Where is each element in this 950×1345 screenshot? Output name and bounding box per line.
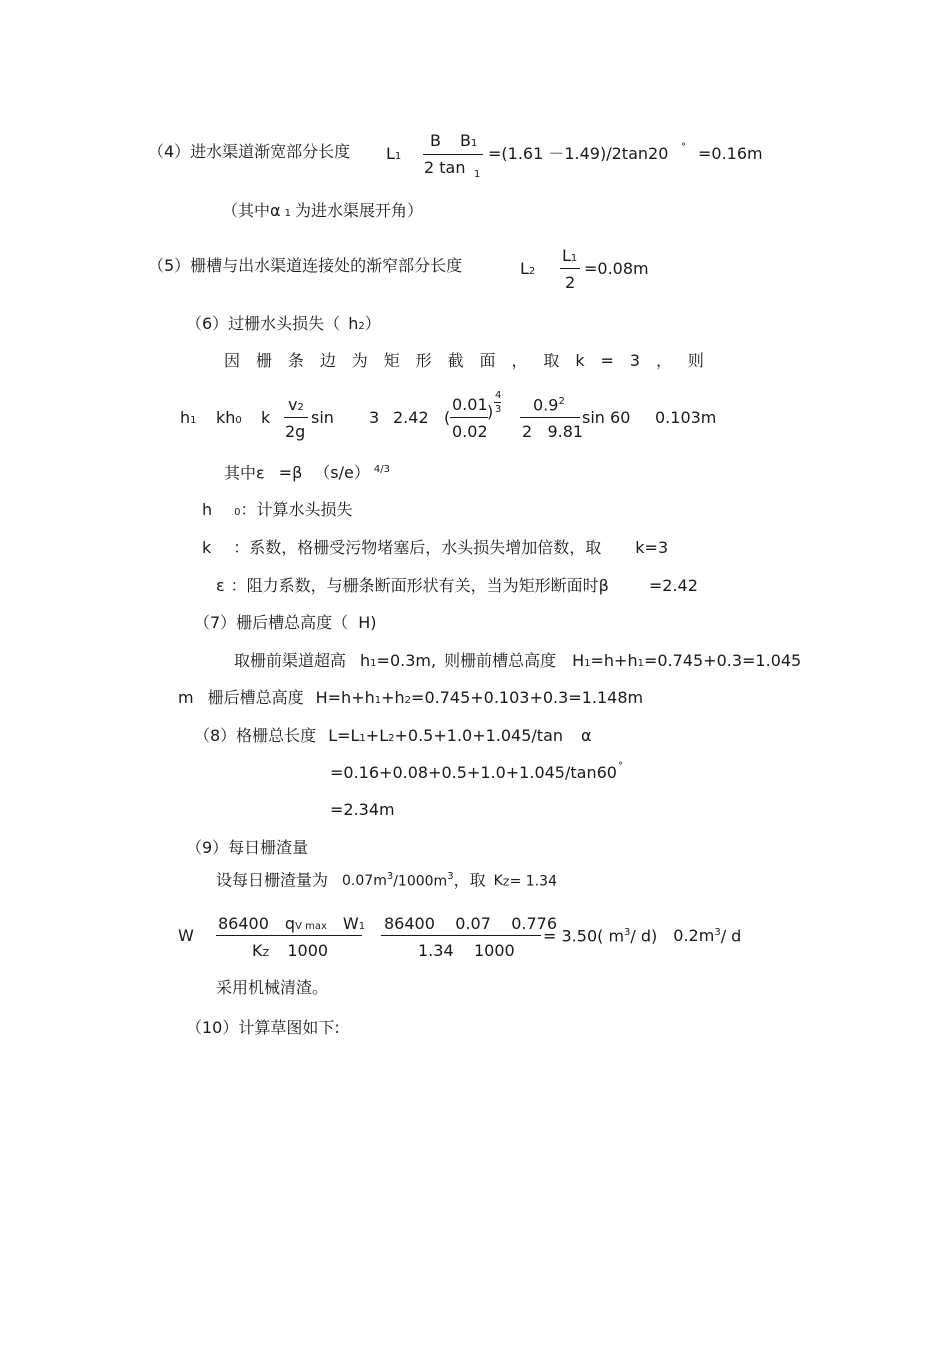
s6-eq-sin: sin (311, 408, 334, 427)
s6-where: 其中ε =β （s/e） $^{4/3}$ (224, 463, 390, 483)
s6-eq-exp-num: 4 (495, 390, 502, 401)
s6-eq-v2-num: $0.9^2$ (533, 395, 565, 415)
s6-eq-v-num: v2 (288, 395, 304, 414)
s6-eq-kh: kh0 (216, 408, 242, 427)
s6-eq-beta: 2.42 (393, 408, 429, 427)
s6-def-epsilon: ε ：阻力系数，与栅条断面形状有关，当为矩形断面时β =2.42 (216, 576, 698, 595)
s6-eq-k: k (261, 408, 271, 427)
s5-num: L1 (562, 246, 578, 265)
s8-eq3: =2.34m (330, 800, 395, 819)
s6-eq-v2-bar (520, 417, 580, 418)
s6-eq-sin60: sin 60 (582, 408, 631, 427)
s5-lhs: L2 (520, 259, 536, 278)
s6-label: （6）过栅水头损失（ h2） (186, 314, 381, 333)
s6-eq-v2-den: 2 9.81 (522, 422, 584, 441)
s9-d2: 1.34 1000 (418, 941, 515, 960)
s4-label: （4）进水渠道渐宽部分长度 (148, 142, 351, 161)
s4-den-sub: 1 (474, 169, 481, 180)
s9-d1: KZ 1000 (252, 941, 329, 960)
s5-label: （5）栅槽与出水渠道连接处的渐窄部分长度 (148, 256, 463, 275)
s9-setup: 设每日栅渣量为 $0.07m^3/1000m^3$，取 KZ= 1.34 (216, 870, 557, 890)
s6-eq-f-num: 0.01 (452, 395, 488, 414)
s9-n2: 86400 0.07 0.776 (384, 914, 558, 933)
s4-num-a: B (430, 131, 441, 150)
s8-eq2: =0.16+0.08+0.5+1.0+1.045/tan60 (330, 763, 617, 782)
s6-eq-h: h1 (180, 408, 197, 427)
s7-line2: m 栅后槽总高度 H=h+h1+h2=0.745+0.103+0.3=1.148m (178, 688, 644, 707)
s6-def-k: k ：系数，格栅受污物堵塞后，水头损失增加倍数，取 k=3 (202, 538, 669, 557)
s6-eq-f-bar (450, 417, 488, 418)
s4-note: （其中α 1 为进水渠展开角） (222, 201, 423, 220)
s8-degree: ° (618, 761, 623, 772)
s9-frac1-bar (216, 935, 362, 936)
s6-eq-v-den: 2g (285, 422, 306, 441)
s6-eq-f-den: 0.02 (452, 422, 488, 441)
s6-def-h0: h 0：计算水头损失 (202, 500, 353, 519)
s9-w: W (178, 926, 194, 945)
s4-lhs: L1 (386, 144, 402, 163)
s4-result: =0.16m (698, 144, 763, 163)
s6-eq-exp-den: 3 (495, 404, 502, 415)
s5-fraction-bar (560, 268, 580, 269)
s6-eq-open: ( (444, 408, 451, 427)
s10-label: （10）计算草图如下: (186, 1018, 340, 1037)
s7-label: （7）栅后槽总高度（ H) (194, 613, 377, 632)
s4-fraction-bar (423, 154, 483, 155)
s6-eq-three: 3 (369, 408, 380, 427)
s9-n1: 86400 qV max W1 (218, 914, 366, 933)
s4-den: 2 tan (424, 158, 466, 177)
s6-eq-v-bar (284, 417, 308, 418)
s9-method: 采用机械清渣。 (216, 978, 329, 997)
s9-label: （9）每日栅渣量 (186, 838, 309, 857)
s4-rhs: =(1.61 －1.49)/2tan20 (488, 144, 669, 163)
s5-result: =0.08m (584, 259, 649, 278)
s4-degree: ° (681, 142, 686, 153)
s4-num-b: B1 (460, 131, 478, 150)
s6-eq-result: 0.103m (655, 408, 717, 427)
s6-intro: 因 栅 条 边 为 矩 形 截 面 ， 取 k = 3 ， 则 (224, 351, 704, 370)
s6-eq-close: ) (487, 402, 494, 421)
s5-den: 2 (565, 273, 576, 292)
s7-line1: 取栅前渠道超高 h1=0.3m, 则栅前槽总高度 H1=h+h1=0.745+0.3=1.045 (234, 651, 802, 670)
s6-eq-exp-bar (494, 402, 501, 403)
s9-result: = 3.50( $m^3/$ d) $0.2m^3/$ d (543, 926, 742, 946)
s8-label: （8）格栅总长度 L=L1+L2+0.5+1.0+1.045/tan α (194, 726, 592, 745)
s9-frac2-bar (381, 935, 541, 936)
